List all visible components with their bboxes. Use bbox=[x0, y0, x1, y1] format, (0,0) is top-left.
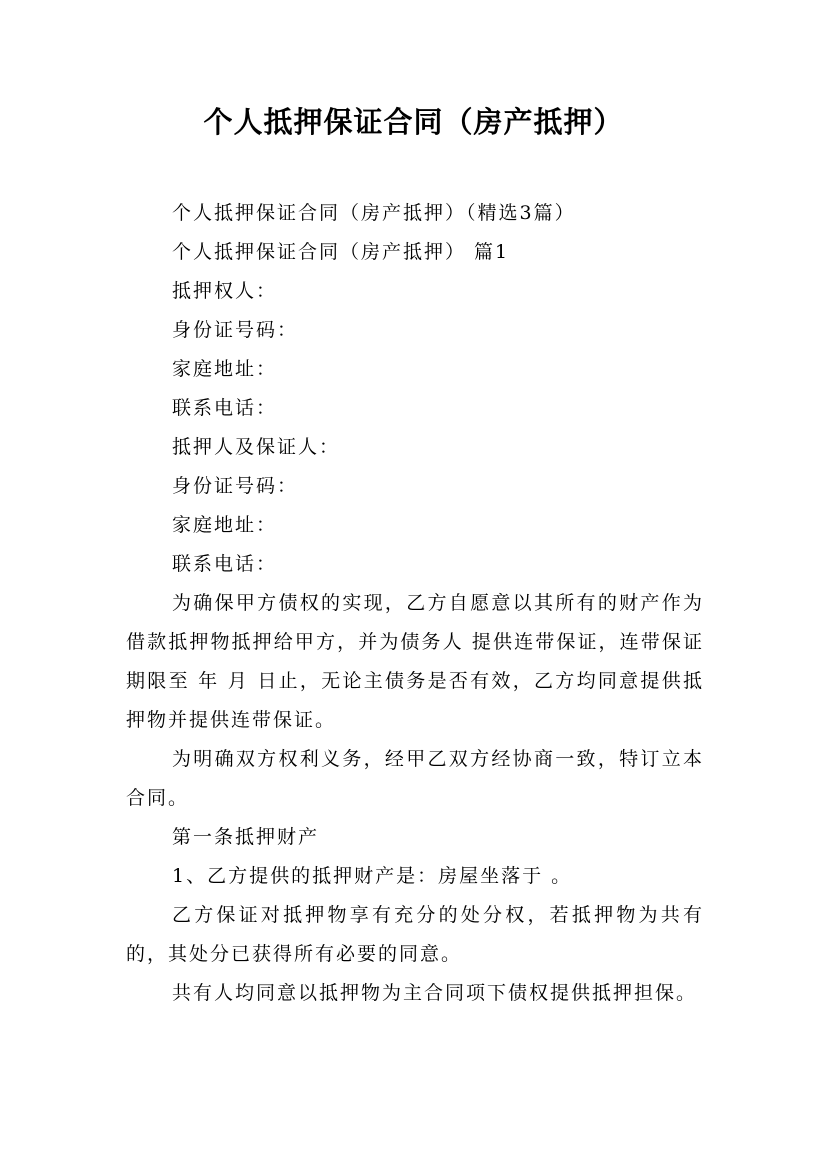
document-body bbox=[126, 194, 704, 1013]
mortgagor-id-label: 身份证号码： bbox=[172, 475, 299, 497]
co-owner-paragraph: 共有人均同意以抵押物为主合同项下债权提供抵押担保。 bbox=[172, 982, 698, 1004]
mortgagee-phone-label: 联系电话： bbox=[172, 397, 278, 419]
mortgagor-address-label: 家庭地址： bbox=[172, 514, 278, 536]
mortgagor-label: 抵押人及保证人： bbox=[172, 436, 341, 458]
purpose-paragraph: 为明确双方权利义务，经甲乙双方经协商一致，特订立本合同。 bbox=[126, 748, 704, 809]
mortgagee-label: 抵押权人： bbox=[172, 280, 278, 302]
document-title: 个人抵押保证合同（房产抵押） bbox=[203, 105, 624, 139]
disposal-right-paragraph: 乙方保证对抵押物享有充分的处分权，若抵押物为共有的，其处分已获得所有必要的同意。 bbox=[126, 904, 704, 965]
chapter-heading: 个人抵押保证合同（房产抵押） 篇1 bbox=[172, 241, 510, 263]
subtitle-line: 个人抵押保证合同（房产抵押）（精选3篇） bbox=[172, 202, 576, 224]
guarantee-paragraph: 为确保甲方债权的实现，乙方自愿意以其所有的财产作为借款抵押物抵押给甲方，并为债务人 提供连带保证，连带保证期限至 年 月 日止，无论主债务是否有效，乙方均同意提供抵押物并提供连带保证。 bbox=[126, 592, 704, 731]
section-heading: 第一条抵押财产 bbox=[172, 826, 320, 848]
property-item: 1、乙方提供的抵押财产是：房屋坐落于 。 bbox=[172, 865, 573, 887]
mortgagee-address-label: 家庭地址： bbox=[172, 358, 278, 380]
mortgagor-phone-label: 联系电话： bbox=[172, 553, 278, 575]
mortgagee-id-label: 身份证号码： bbox=[172, 319, 299, 341]
